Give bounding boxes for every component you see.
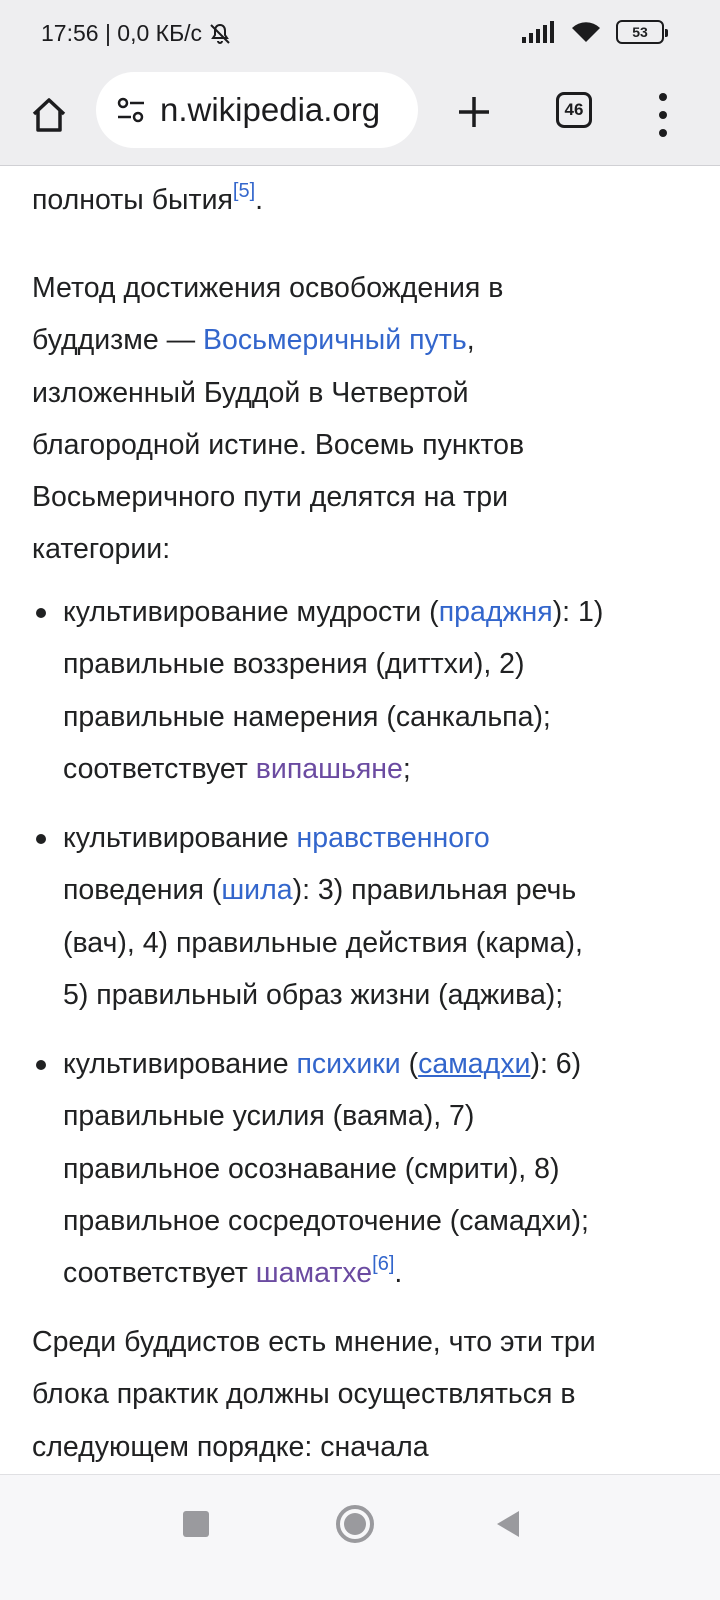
text: .	[394, 1257, 403, 1290]
text: ,	[466, 324, 475, 357]
text-line	[32, 314, 692, 366]
list-item	[63, 812, 693, 1021]
signal-icon	[522, 20, 556, 44]
url-text[interactable]: n.wikipedia.org	[160, 91, 381, 128]
text-line	[63, 1038, 693, 1090]
paragraph-1	[32, 262, 692, 576]
link-psyche[interactable]: психики	[296, 1048, 401, 1080]
reference-5[interactable]: [5]	[232, 179, 256, 202]
text-line: блока практик должны осуществляться в	[32, 1378, 576, 1411]
link-vipassana[interactable]: випашьяне	[255, 752, 403, 785]
link-shamatha[interactable]: шаматхе	[255, 1257, 373, 1290]
menu-dot-icon	[659, 111, 667, 119]
text-line: изложенный Буддой в Четвертой	[32, 376, 469, 409]
plus-icon	[456, 94, 492, 130]
link-morality[interactable]: нравственного	[296, 822, 490, 854]
text: поведения (	[63, 874, 222, 907]
text: полноты бытия	[32, 184, 233, 216]
text: ): 1)	[552, 596, 604, 628]
text-line: благородной истине. Восемь пунктов	[32, 428, 525, 461]
status-time-speed: 17:56 | 0,0 КБ/с	[41, 20, 203, 46]
text: соответствует	[63, 752, 256, 785]
text-line: категории:	[32, 533, 171, 566]
battery-icon	[616, 20, 664, 44]
text: ): 3) правильная речь	[292, 874, 577, 907]
bell-off-icon	[208, 22, 232, 46]
recents-button[interactable]	[183, 1511, 209, 1537]
new-tab-button[interactable]	[446, 84, 502, 140]
text: культивирование мудрости (	[63, 596, 439, 628]
text-line: правильные усилия (ваяма), 7)	[63, 1100, 475, 1133]
address-bar[interactable]	[96, 72, 418, 148]
text: ;	[402, 752, 411, 785]
link-shila[interactable]: шила	[221, 874, 293, 907]
back-button[interactable]	[497, 1511, 519, 1537]
browser-toolbar	[0, 70, 720, 166]
menu-dot-icon	[659, 93, 667, 101]
list-item	[63, 1038, 693, 1299]
text-line: Метод достижения освобождения в	[32, 272, 504, 304]
link-samadhi[interactable]: самадхи	[418, 1048, 531, 1080]
status-right	[522, 20, 664, 44]
text-line: Восьмеричного пути делятся на три	[32, 481, 508, 514]
menu-button[interactable]	[648, 88, 678, 142]
text: ): 6)	[530, 1048, 582, 1080]
tab-count: 46	[564, 100, 584, 119]
text: культивирование	[63, 1048, 297, 1080]
home-circle-icon	[344, 1513, 366, 1535]
link-eightfold-path[interactable]: Восьмеричный путь	[203, 324, 467, 357]
text: буддизме —	[32, 324, 204, 357]
home-button[interactable]	[22, 88, 76, 142]
paragraph-0	[32, 174, 692, 226]
wifi-icon	[570, 20, 602, 44]
text-line: (вач), 4) правильные действия (карма),	[63, 926, 583, 959]
text-line: правильное осознавание (смрити), 8)	[63, 1152, 560, 1185]
text-line: правильное сосредоточение (самадхи);	[63, 1204, 589, 1237]
battery-level: 53	[632, 24, 648, 40]
home-nav-button[interactable]	[336, 1505, 374, 1543]
reference-6[interactable]: [6]	[372, 1252, 395, 1275]
text-line: Среди буддистов есть мнение, что эти три	[32, 1326, 596, 1358]
text-line	[63, 812, 693, 864]
system-nav-bar	[0, 1474, 720, 1600]
menu-dot-icon	[659, 129, 667, 137]
link-prajna[interactable]: праджня	[438, 596, 553, 628]
tab-switcher-button[interactable]	[556, 92, 592, 128]
bullet-icon	[36, 834, 46, 844]
bullet-icon	[36, 608, 46, 618]
text-line: 5) правильный образ жизни (аджива);	[63, 978, 564, 1011]
article-content	[0, 166, 720, 1474]
list-item	[63, 586, 693, 795]
bullet-icon	[36, 1060, 46, 1070]
text-line: правильные намерения (санкальпа);	[63, 700, 551, 733]
text: (	[400, 1048, 419, 1080]
site-settings-icon[interactable]	[114, 93, 148, 127]
text-line	[63, 864, 693, 916]
text: соответствует	[63, 1257, 256, 1290]
text: культивирование	[63, 822, 297, 854]
text-line: следующем порядке: сначала	[32, 1430, 429, 1463]
paragraph-2	[32, 1316, 692, 1473]
status-bar	[0, 0, 720, 70]
text-line	[63, 586, 693, 638]
text-line	[63, 1247, 693, 1299]
text-line	[63, 743, 693, 795]
home-icon	[29, 95, 69, 135]
text-line: правильные воззрения (диттхи), 2)	[63, 648, 525, 681]
text: .	[255, 184, 264, 216]
status-left	[41, 20, 232, 47]
